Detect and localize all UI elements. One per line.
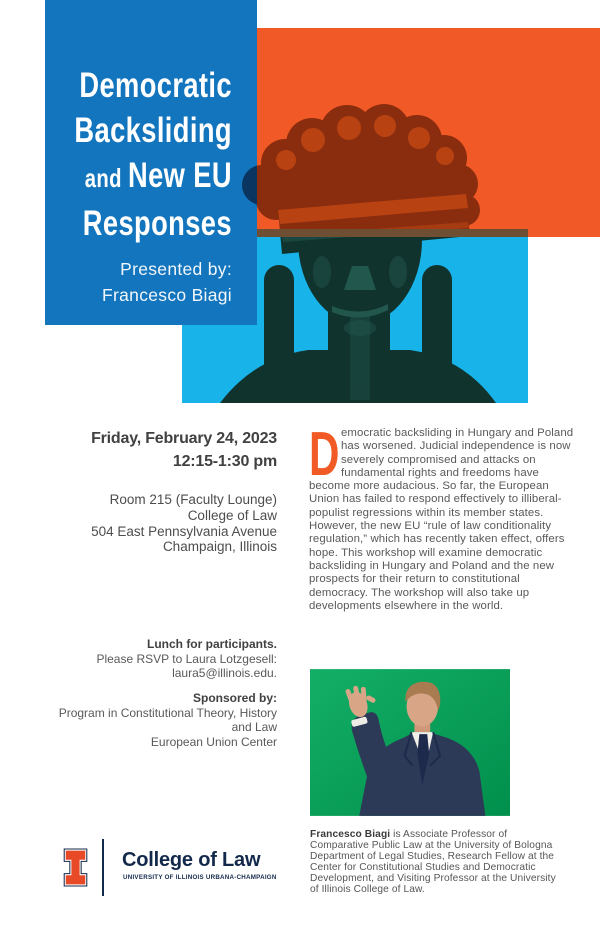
location-line: Room 215 (Faculty Lounge): [109, 492, 277, 507]
sponsor-line: European Union Center: [150, 734, 277, 749]
abstract-text: emocratic backsliding in Hungary and Poland has worsened. Judicial independence is now severely compromised and attacks on fundamental rights and freedoms have become more audacious. So far, the European Union has failed to respond effectively to illiberal-populist regressions within its member states. However, the new EU “rule of law conditionality regulation,” which has recently taken effect, offers hope. This workshop will examine democratic backsliding in Hungary and Poland and the new prospects for their return to constitutional democracy. The workshop will also take up developments elsewhere in the world.: [309, 427, 574, 612]
presenter-name: Francesco Biagi: [102, 284, 232, 305]
location-line: College of Law: [187, 507, 277, 523]
title-line-2: Backsliding: [74, 111, 232, 150]
logo-divider: [102, 839, 104, 896]
title-line-1: Democratic: [79, 66, 232, 105]
title-line-3-main: New EU: [128, 156, 232, 195]
event-location: [25, 492, 277, 555]
speaker-photo: [310, 668, 510, 817]
lunch-heading: Lunch for participants.: [146, 637, 277, 651]
university-wordmark: UNIVERSITY OF ILLINOIS URBANA-CHAMPAIGN: [123, 874, 277, 881]
rsvp-email: laura5@illinois.edu.: [172, 666, 277, 681]
presented-by-label: Presented by:: [120, 259, 232, 279]
speaker-bio: [310, 829, 558, 895]
title-line-3-and: and: [84, 163, 129, 193]
speaker-name: Francesco Biagi: [310, 829, 391, 840]
abstract-paragraph: [309, 420, 582, 613]
lunch-rsvp-block: [25, 637, 277, 681]
event-date: Friday, February 24, 2023: [91, 430, 277, 447]
dropcap-letter: D: [309, 420, 340, 489]
sponsored-block: [25, 691, 277, 749]
duotone-divider-band: [257, 229, 528, 237]
event-datetime: [25, 428, 277, 473]
college-of-law-wordmark: College of Law: [122, 849, 261, 871]
location-line: 504 East Pennsylvania Avenue: [91, 523, 277, 539]
illinois-block-i-icon: [63, 848, 88, 887]
speaker-bio-text: is Associate Professor of Comparative Public Law at the University of Bologna Department of Legal Studies, Research Fellow at the Center for Constitutional Studies and Democratic Development, and Visiting Professor at the University of Illinois College of Law.: [310, 829, 556, 895]
sponsor-line: and Law: [231, 720, 277, 735]
sponsored-heading: Sponsored by:: [192, 691, 277, 705]
rsvp-line: Please RSVP to Laura Lotzgesell:: [96, 651, 277, 666]
event-time: 12:15-1:30 pm: [172, 452, 277, 470]
sponsor-line: Program in Constitutional Theory, History: [58, 705, 277, 720]
location-line: Champaign, Illinois: [162, 539, 277, 555]
title-line-4: Responses: [82, 204, 232, 243]
